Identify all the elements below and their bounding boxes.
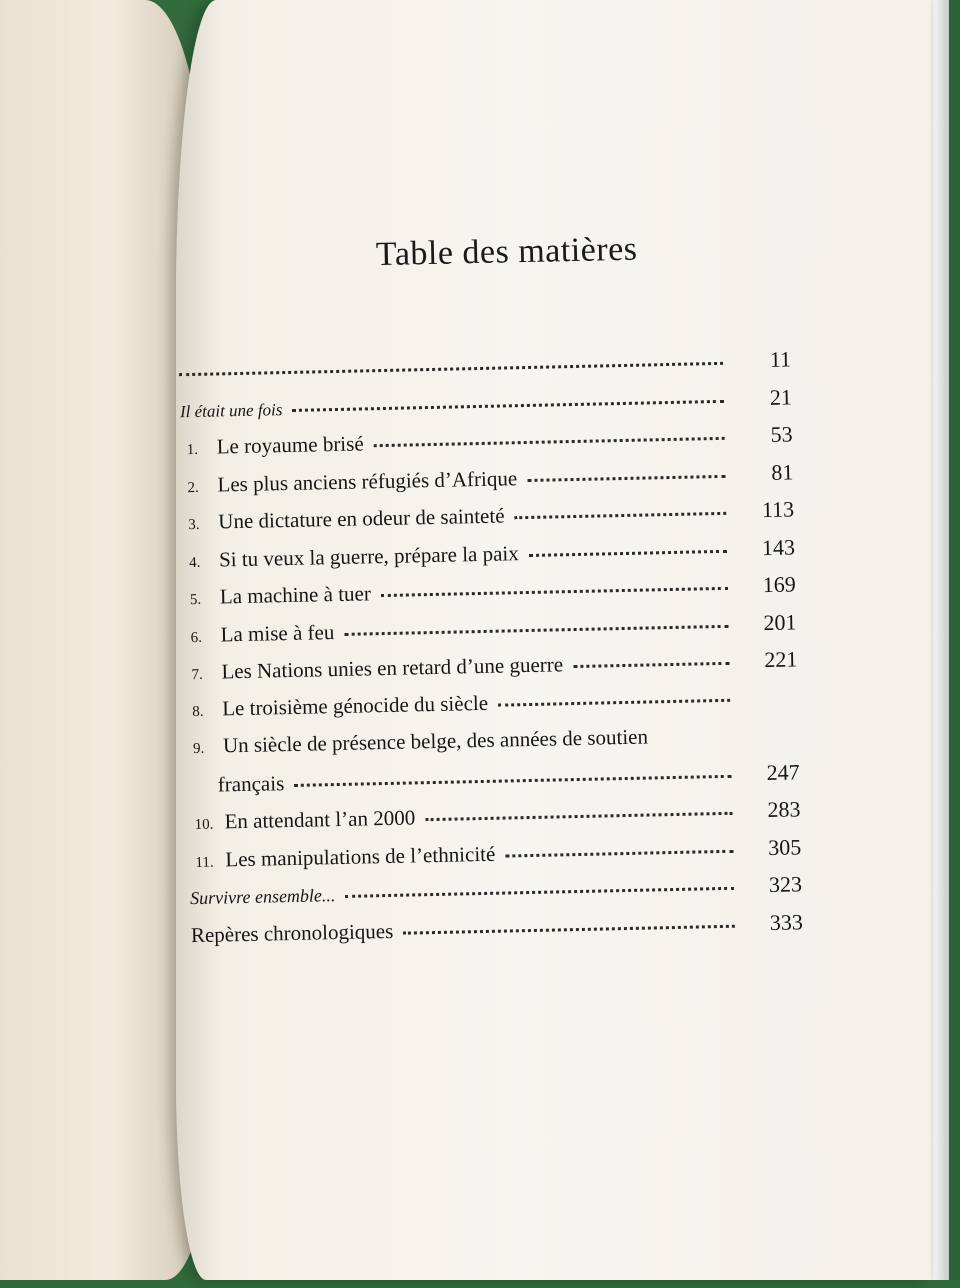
toc-entry-title: Un siècle de présence belge, des années de soutien: [222, 724, 649, 758]
toc-page-number: 81: [771, 458, 794, 485]
dot-leader: [498, 697, 730, 706]
toc-page-number: 113: [761, 496, 795, 523]
chapter-number: 4.: [188, 554, 201, 571]
dot-leader: [573, 661, 729, 668]
dot-leader: [403, 923, 735, 934]
right-page: [176, 0, 931, 1280]
toc-entry-title: La mise à feu: [220, 619, 335, 646]
toc-page-number: 11: [769, 346, 792, 372]
toc-page-number: 247: [766, 758, 800, 785]
toc-page-number: 333: [769, 908, 804, 935]
toc-page-number: 305: [767, 833, 802, 860]
toc-page-number: 201: [763, 608, 797, 635]
toc-page-number: 323: [768, 871, 803, 898]
toc-entry-title: Les manipulations de l’ethnicité: [225, 841, 496, 871]
toc-entry-title: Survivre ensemble...: [189, 885, 336, 909]
toc-entry-title: Si tu veux la guerre, prépare la paix: [218, 540, 519, 571]
page-content: [164, 0, 946, 1288]
toc-entry-title: En attendant l’an 2000: [224, 805, 416, 834]
chapter-number: 3.: [188, 516, 200, 534]
chapter-number: 11.: [195, 854, 214, 871]
dot-leader: [425, 811, 732, 821]
toc-entry-title: Les plus anciens réfugiés d’Afrique: [217, 465, 518, 496]
toc-entry-title: Le royaume brisé: [216, 431, 364, 459]
toc-page-number: [736, 703, 798, 704]
page-title: Table des matières: [375, 230, 638, 274]
dot-leader: [294, 773, 732, 786]
chapter-number: 7.: [191, 666, 203, 684]
toc-page-number: 53: [770, 421, 793, 447]
dot-leader: [527, 473, 725, 481]
chapter-number: 10.: [194, 816, 214, 834]
dot-leader: [515, 511, 727, 519]
toc-entry-title: Une dictature en odeur de sainteté: [218, 503, 505, 534]
toc-page-number: 21: [769, 383, 793, 410]
toc-entry-title: Le troisième génocide du siècle: [221, 690, 489, 720]
dot-leader: [292, 398, 724, 411]
dot-leader: [381, 586, 728, 597]
dot-leader: [344, 623, 728, 635]
toc-entry-title: La machine à tuer: [219, 581, 372, 609]
chapter-number: 8.: [192, 703, 204, 720]
table-of-contents: [179, 340, 803, 953]
dot-leader: [529, 548, 727, 556]
toc-page-number: 169: [762, 571, 796, 598]
toc-page-number: 283: [767, 796, 801, 823]
toc-entry-title: Il était une fois: [179, 399, 283, 421]
toc-entry-title: Repères chronologiques: [190, 918, 394, 947]
chapter-number: 5.: [189, 591, 202, 609]
toc-entry-title-continued: français: [217, 770, 285, 797]
chapter-number: 2.: [187, 479, 199, 496]
toc-entry-title: Les Nations unies en retard d’une guerre: [221, 652, 564, 684]
toc-page-number: 221: [764, 646, 798, 673]
dot-leader: [374, 436, 725, 447]
dot-leader: [179, 361, 723, 376]
dot-leader: [505, 848, 733, 857]
toc-page-number: 143: [761, 533, 796, 560]
chapter-number: 6.: [190, 629, 203, 646]
dot-leader: [345, 886, 734, 898]
chapter-number: 1.: [186, 441, 199, 459]
chapter-number: 9.: [192, 740, 205, 758]
